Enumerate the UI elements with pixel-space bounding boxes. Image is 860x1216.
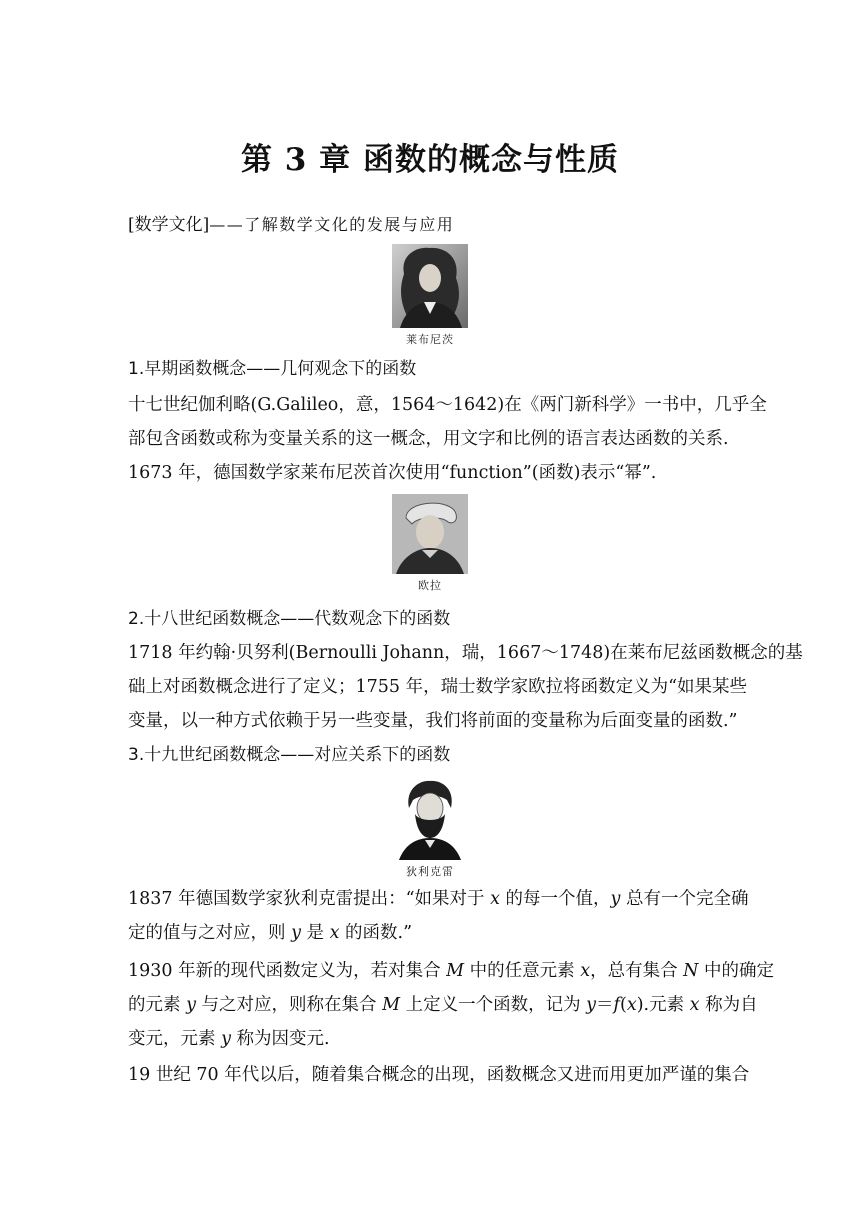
- section3-p2-line2: 的元素 y 与之对应，则称在集合 M 上定义一个函数，记为 y＝f(x).元素 x 称为自: [128, 995, 758, 1015]
- section2-line2: 础上对函数概念进行了定义；1755 年，瑞士数学家欧拉将函数定义为“如果某些: [128, 677, 748, 697]
- section1-line3: 1673 年，德国数学家莱布尼茨首次使用“function”(函数)表示“幂”.: [128, 463, 657, 483]
- culture-subtitle: ——了解数学文化的发展与应用: [209, 215, 455, 234]
- section3-p3-line1: 19 世纪 70 年代以后，随着集合概念的出现，函数概念又进而用更加严谨的集合: [128, 1065, 750, 1085]
- section3-p1-line2: 定的值与之对应，则 y 是 x 的函数.”: [128, 923, 413, 943]
- section2-line1: 1718 年约翰·贝努利(Bernoulli Johann，瑞，1667～1748)在莱布尼兹函数概念的基: [128, 643, 803, 663]
- chapter-title: 第 3 章 函数的概念与性质: [241, 142, 619, 178]
- culture-tag: [数学文化]: [128, 215, 210, 235]
- section1-line2: 部包含函数或称为变量关系的这一概念，用文字和比例的语言表达函数的关系.: [128, 429, 729, 449]
- section3-p2-line3: 变元，元素 y 称为因变元.: [128, 1029, 330, 1049]
- figure-dirichlet: [380, 778, 480, 879]
- section3-heading: 3.十九世纪函数概念——对应关系下的函数: [128, 745, 451, 765]
- dirichlet-portrait: [399, 778, 461, 860]
- euler-portrait: [392, 494, 468, 574]
- section1-line1: 十七世纪伽利略(G.Galileo，意，1564～1642)在《两门新科学》一书中，几乎全: [128, 395, 767, 415]
- section3-p2-line1: 1930 年新的现代函数定义为，若对集合 M 中的任意元素 x，总有集合 N 中的确定: [128, 961, 775, 981]
- caption-leibniz: 莱布尼茨: [406, 333, 454, 346]
- caption-euler: 欧拉: [418, 579, 442, 592]
- figure-euler: [380, 494, 480, 593]
- caption-dirichlet: 狄利克雷: [406, 865, 454, 878]
- section1-heading: 1.早期函数概念——几何观念下的函数: [128, 359, 417, 379]
- figure-leibniz: [380, 244, 480, 347]
- leibniz-portrait: [392, 244, 468, 328]
- section2-line3: 变量，以一种方式依赖于另一些变量，我们将前面的变量称为后面变量的函数.”: [128, 711, 738, 731]
- section2-heading: 2.十八世纪函数概念——代数观念下的函数: [128, 609, 451, 629]
- math-culture-heading: [128, 214, 454, 236]
- section3-p1-line1: 1837 年德国数学家狄利克雷提出：“如果对于 x 的每一个值，y 总有一个完全确: [128, 889, 749, 909]
